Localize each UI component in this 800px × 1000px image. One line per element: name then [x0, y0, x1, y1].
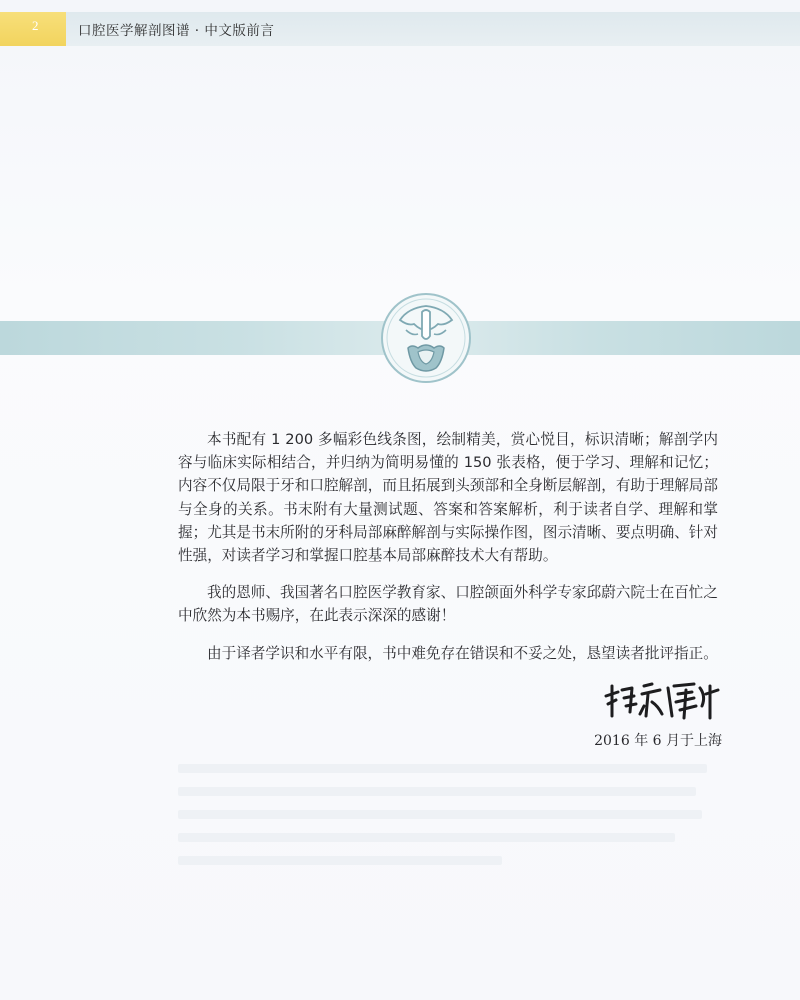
bleed-through-line: [178, 810, 702, 819]
tooth-cross-section-emblem-icon: [378, 290, 474, 386]
bleed-through-line: [178, 787, 696, 796]
signature-date-place: 2016 年 6 月于上海: [594, 733, 722, 749]
preface-paragraph-1: 本书配有 1 200 多幅彩色线条图，绘制精美，赏心悦目，标识清晰；解剖学内容与临床实际相结合，并归纳为简明易懂的 150 张表格，便于学习、理解和记忆；内容不仅局限于牙和口腔解剖，而且拓展到头颈部和全身断层解剖，有助于理解局部与全身的关系。书末附有大量测试题、答案和答案解析，利于读者自学、理解和掌握；尤其是书末所附的牙科局部麻醉解剖与实际操作图，图示清晰、要点明确、针对性强，对读者学习和掌握口腔基本局部麻醉技术大有帮助。: [178, 431, 718, 565]
preface-paragraph-3: 由于译者学识和水平有限，书中难免存在错误和不妥之处，恳望读者批评指正。: [207, 644, 718, 662]
bleed-through-line: [178, 764, 707, 773]
bleed-through-line: [178, 833, 675, 842]
decorative-band-right: [452, 321, 800, 355]
bleed-through-text: [178, 764, 718, 879]
running-title: 口腔医学解剖图谱 · 中文版前言: [78, 23, 275, 39]
bleed-through-line: [178, 856, 502, 865]
page-number: 2: [32, 18, 39, 33]
decorative-band-left: [0, 321, 398, 355]
preface-paragraph-2: 我的恩师、我国著名口腔医学教育家、口腔颌面外科学专家邱蔚六院士在百忙之中欣然为本书赐序，在此表示深深的感谢！: [178, 584, 718, 625]
preface-body: [178, 428, 718, 679]
handwritten-signature: [602, 676, 722, 722]
